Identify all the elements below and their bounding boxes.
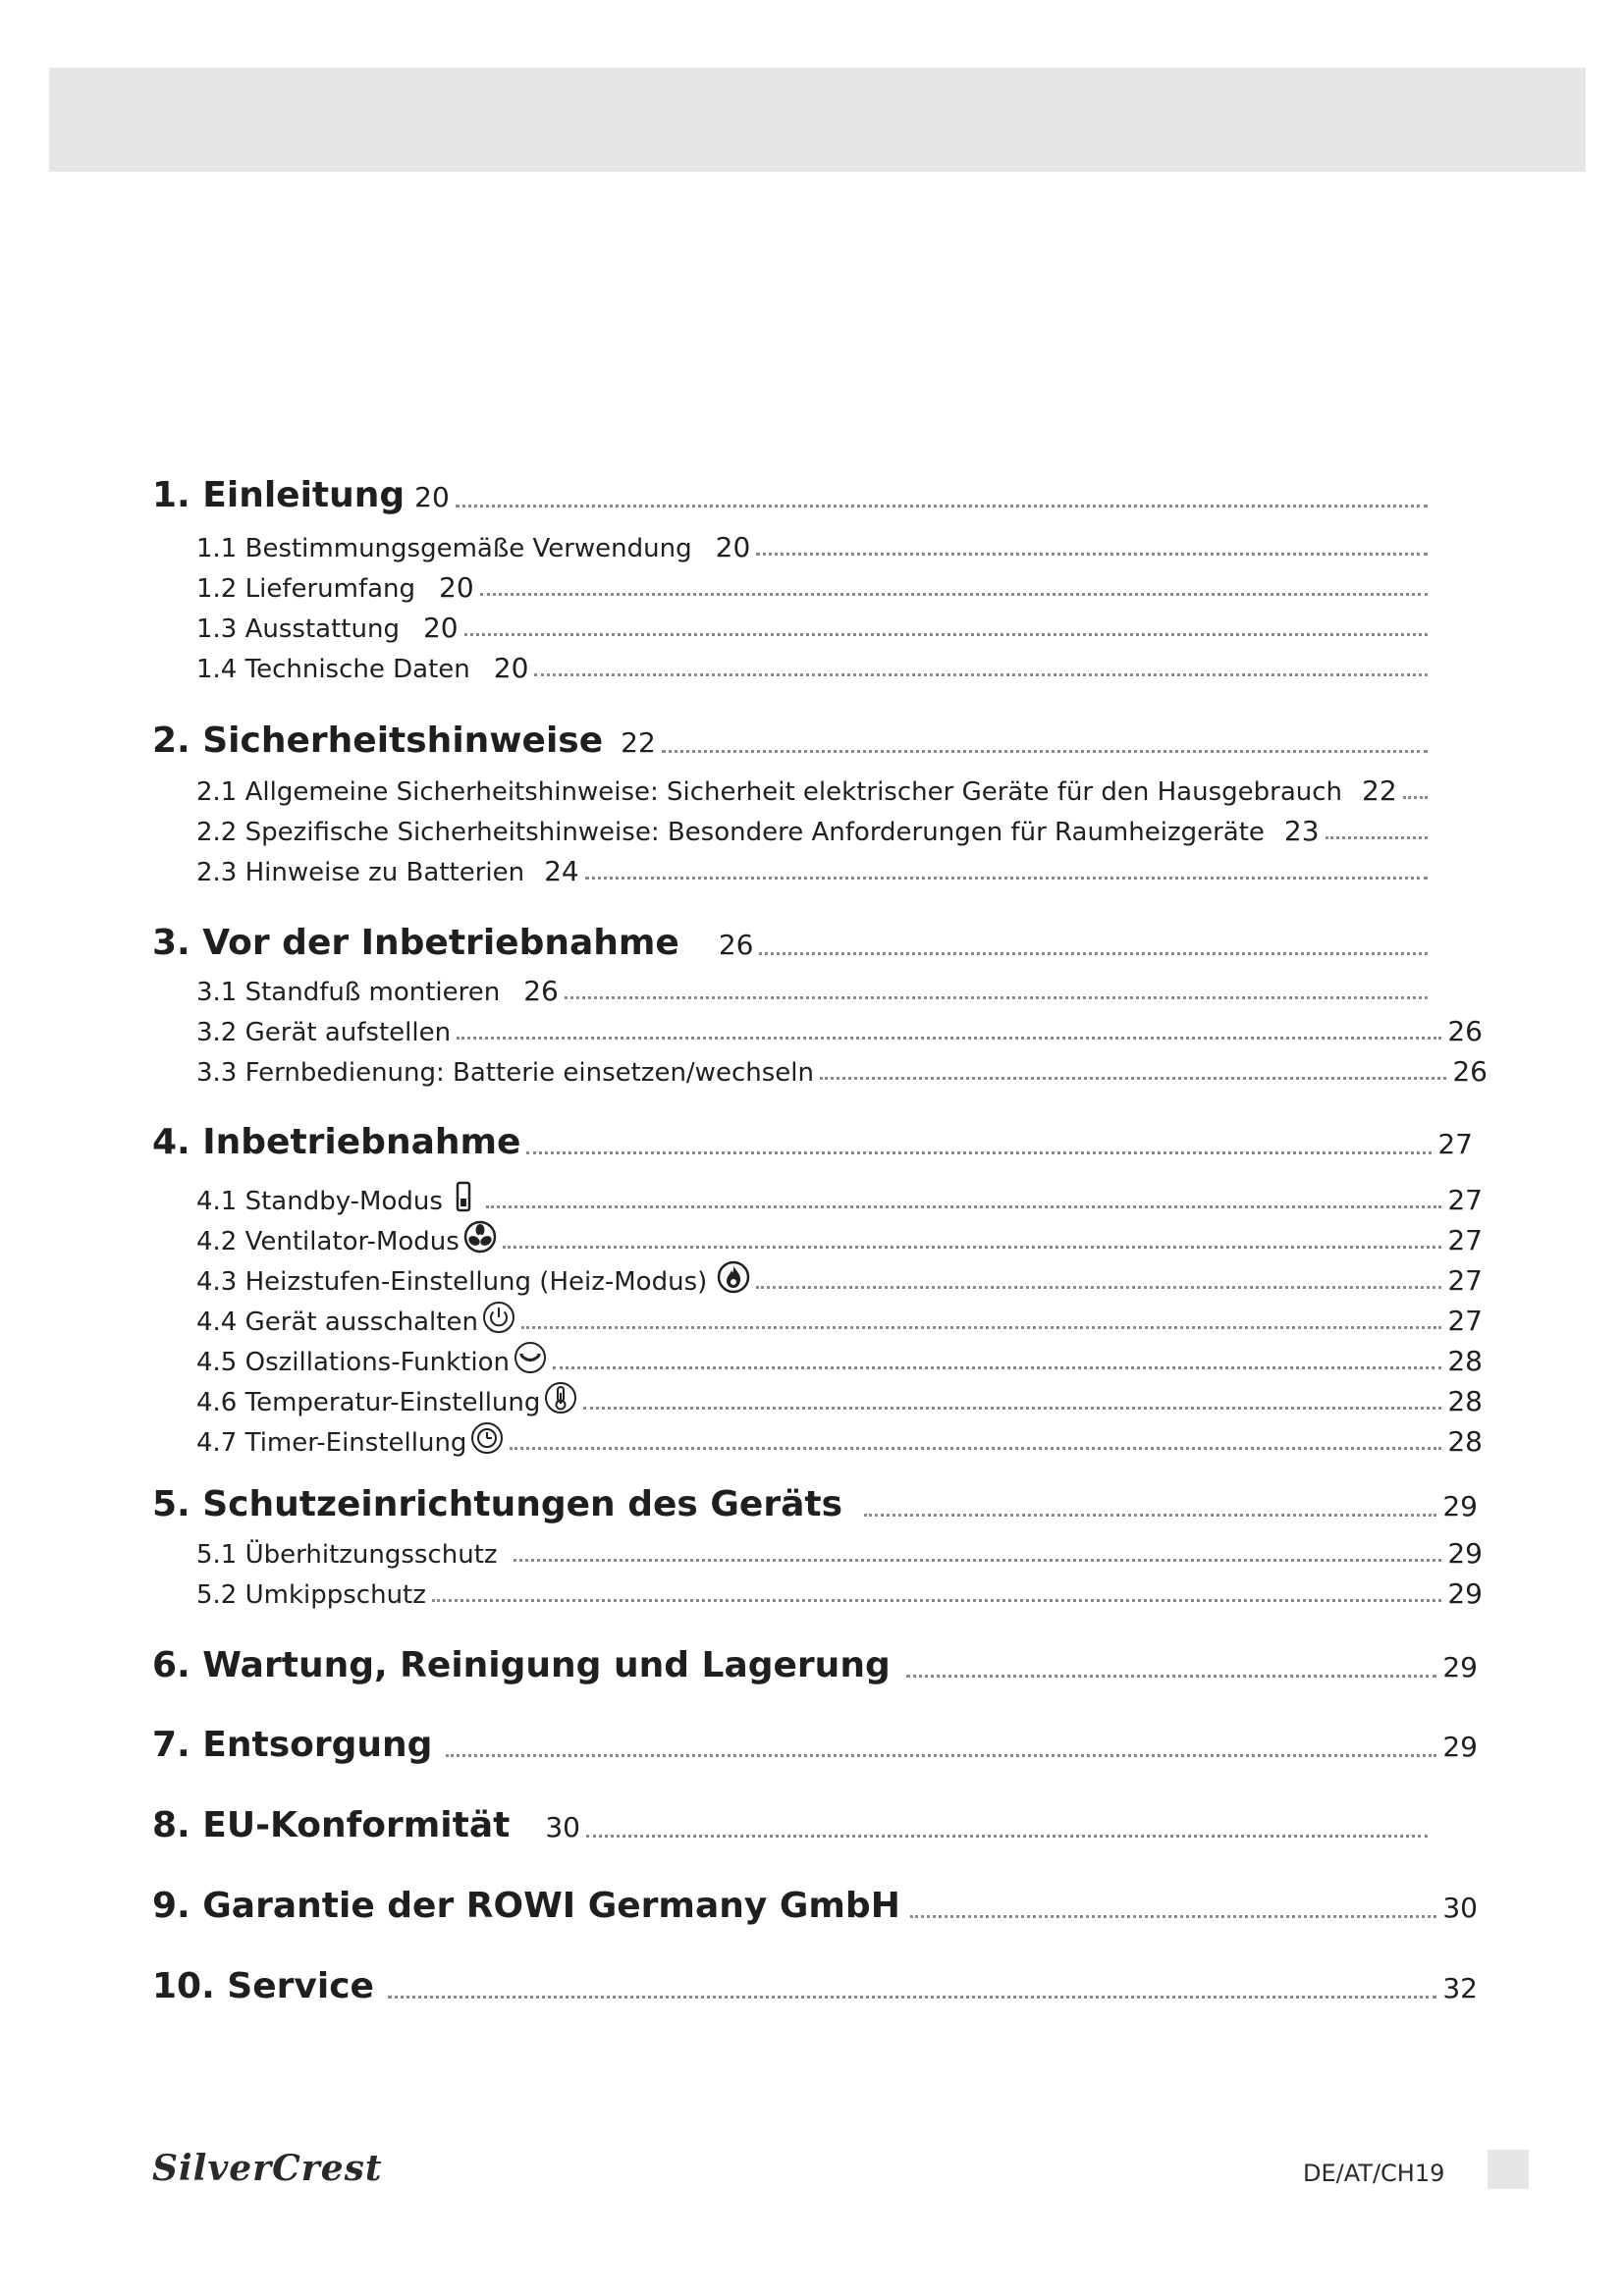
dot-leader	[565, 996, 1428, 999]
toc-entry-page: 23	[1283, 815, 1320, 847]
toc-entry-page: 20	[414, 481, 450, 513]
toc-entry-1-1[interactable]	[196, 531, 1434, 563]
toc-entry-3-1[interactable]	[196, 975, 1434, 1007]
dot-leader	[910, 1915, 1437, 1918]
toc-entry-3-3[interactable]	[196, 1055, 1488, 1088]
thermometer-icon	[544, 1381, 577, 1415]
toc-entry-page: 27	[1447, 1224, 1483, 1256]
toc-entry-page: 20	[715, 531, 751, 563]
toc-entry-2-1[interactable]	[196, 774, 1434, 807]
dot-leader	[756, 1286, 1441, 1289]
toc-entry-title: 3.1 Standfuß montieren	[196, 978, 501, 1007]
toc-entry-title: 10. Service	[152, 1966, 374, 2006]
dot-leader	[503, 1246, 1442, 1249]
toc-entry-page: 29	[1442, 1651, 1478, 1683]
toc-entry-4-5[interactable]	[196, 1337, 1483, 1377]
dot-leader	[510, 1447, 1441, 1450]
dot-leader	[759, 952, 1428, 955]
dot-leader	[514, 1559, 1442, 1562]
toc-entry-4-4[interactable]	[196, 1297, 1483, 1337]
toc-entry-page: 27	[1447, 1264, 1483, 1297]
toc-entry-8[interactable]	[152, 1805, 1434, 1845]
toc-entry-page: 27	[1437, 1128, 1473, 1160]
toc-entry-3[interactable]	[152, 923, 1434, 963]
toc-entry-title: 4.1 Standby-Modus	[196, 1187, 443, 1216]
toc-entry-title: 5.1 Überhitzungsschutz	[196, 1540, 498, 1570]
toc-entry-title: 4.7 Timer-Einstellung	[196, 1428, 467, 1458]
toc-entry-page: 22	[621, 726, 656, 759]
toc-entry-9[interactable]	[152, 1886, 1478, 1926]
toc-entry-2-3[interactable]	[196, 855, 1434, 887]
toc-entry-title: 3. Vor der Inbetriebnahme	[152, 923, 679, 963]
toc-entry-title: 5.2 Umkippschutz	[196, 1580, 426, 1610]
toc-entry-1-3[interactable]	[196, 612, 1434, 644]
toc-entry-page: 26	[523, 975, 559, 1007]
toc-entry-title: 4.4 Gerät ausschalten	[196, 1308, 478, 1337]
dot-leader	[446, 1754, 1436, 1757]
toc-entry-title: 5. Schutzeinrichtungen des Geräts	[152, 1484, 843, 1524]
toc-entry-page: 28	[1447, 1345, 1483, 1377]
toc-entry-1[interactable]	[152, 475, 1434, 515]
dot-leader	[464, 633, 1428, 636]
toc-entry-10[interactable]	[152, 1966, 1478, 2006]
toc-entry-page: 29	[1442, 1490, 1478, 1522]
toc-entry-title: 6. Wartung, Reinigung und Lagerung	[152, 1645, 891, 1685]
toc-entry-4-6[interactable]	[196, 1377, 1483, 1417]
toc-entry-title: 1.3 Ausstattung	[196, 614, 400, 644]
toc-entry-page: 22	[1362, 774, 1397, 807]
dot-leader	[432, 1599, 1441, 1602]
toc-entry-title: 3.2 Gerät aufstellen	[196, 1018, 452, 1047]
toc-entry-title: 4.3 Heizstufen-Einstellung (Heiz-Modus)	[196, 1267, 708, 1297]
dot-leader	[457, 1037, 1441, 1040]
toc-entry-title: 4. Inbetriebnahme	[152, 1122, 521, 1162]
toc-entry-page: 26	[718, 929, 754, 961]
toc-entry-page: 26	[1447, 1015, 1483, 1047]
dot-leader	[1403, 796, 1428, 799]
toc-entry-1-2[interactable]	[196, 571, 1434, 604]
toc-entry-page: 20	[493, 652, 529, 684]
toc-entry-3-2[interactable]	[196, 1015, 1483, 1047]
toc-entry-7[interactable]	[152, 1725, 1478, 1765]
dot-leader	[1326, 836, 1428, 839]
toc-entry-page: 24	[544, 855, 579, 887]
toc-entry-4[interactable]	[152, 1122, 1473, 1162]
dot-leader	[486, 1205, 1441, 1208]
brand-logo: SilverCrest	[152, 2148, 383, 2189]
toc-entry-5-2[interactable]	[196, 1577, 1483, 1610]
dot-leader	[906, 1675, 1437, 1678]
timer-icon	[470, 1421, 504, 1455]
toc-entry-4-7[interactable]	[196, 1417, 1483, 1458]
dot-leader	[526, 1151, 1432, 1154]
toc-entry-page: 20	[439, 571, 474, 604]
dot-leader	[586, 1835, 1428, 1838]
dot-leader	[756, 553, 1428, 556]
toc-entry-title: 4.2 Ventilator-Modus	[196, 1227, 460, 1256]
toc-entry-page: 30	[1442, 1892, 1478, 1924]
toc-entry-2-2[interactable]	[196, 815, 1434, 847]
dot-leader	[388, 1996, 1436, 1999]
toc-entry-page: 20	[422, 612, 459, 644]
toc-entry-page: 30	[545, 1811, 580, 1843]
dot-leader	[864, 1514, 1436, 1517]
toc-entry-4-1[interactable]	[196, 1176, 1483, 1216]
toc-entry-page: 29	[1442, 1731, 1478, 1763]
standby-icon	[447, 1180, 480, 1213]
dot-leader	[480, 593, 1428, 596]
toc-entry-title: 2.3 Hinweise zu Batterien	[196, 858, 525, 887]
toc-entry-page: 27	[1447, 1305, 1483, 1337]
dot-leader	[456, 505, 1428, 507]
toc-entry-5-1[interactable]	[196, 1537, 1483, 1570]
toc-entry-title: 9. Garantie der ROWI Germany GmbH	[152, 1886, 900, 1926]
dot-leader	[820, 1077, 1446, 1080]
power-icon	[482, 1301, 515, 1334]
footer-region-page: DE/AT/CH19	[1303, 2160, 1445, 2187]
flame-icon	[717, 1260, 750, 1294]
dot-leader	[534, 673, 1428, 676]
page-marker-box	[1488, 2150, 1529, 2189]
toc-entry-title: 2.1 Allgemeine Sicherheitshinweise: Sicherheit elektrischer Geräte für den Hausgebrauch	[196, 777, 1343, 807]
toc-entry-title: 2. Sicherheitshinweise	[152, 721, 604, 761]
toc-entry-1-4[interactable]	[196, 652, 1434, 684]
dot-leader	[662, 750, 1428, 753]
toc-entry-page: 28	[1447, 1425, 1483, 1458]
oscillation-icon	[514, 1341, 547, 1374]
dot-leader	[553, 1366, 1441, 1369]
toc-entry-title: 4.5 Oszillations-Funktion	[196, 1348, 510, 1377]
fan-icon	[463, 1220, 497, 1254]
toc-entry-title: 7. Entsorgung	[152, 1725, 433, 1765]
toc-entry-6[interactable]	[152, 1645, 1478, 1685]
toc-entry-page: 26	[1452, 1055, 1488, 1088]
dot-leader	[585, 877, 1428, 880]
toc-entry-4-2[interactable]	[196, 1216, 1483, 1256]
toc-entry-title: 1.4 Technische Daten	[196, 655, 470, 684]
toc-entry-title: 1. Einleitung	[152, 475, 406, 515]
toc-entry-title: 1.2 Lieferumfang	[196, 574, 416, 604]
toc-entry-title: 1.1 Bestimmungsgemäße Verwendung	[196, 534, 692, 563]
toc-entry-title: 3.3 Fernbedienung: Batterie einsetzen/wechseln	[196, 1058, 814, 1088]
toc-entry-page: 27	[1447, 1184, 1483, 1216]
toc-entry-5[interactable]	[152, 1484, 1478, 1524]
dot-leader	[521, 1326, 1441, 1329]
toc-entry-title: 4.6 Temperatur-Einstellung	[196, 1388, 541, 1417]
toc-entry-page: 29	[1447, 1577, 1483, 1610]
toc-entry-4-3[interactable]	[196, 1256, 1483, 1297]
toc-entry-page: 28	[1447, 1385, 1483, 1417]
toc-entry-title: 2.2 Spezifische Sicherheitshinweise: Besondere Anforderungen für Raumheizgeräte	[196, 818, 1265, 847]
toc-entry-title: 8. EU-Konformität	[152, 1805, 511, 1845]
dot-leader	[583, 1407, 1441, 1410]
toc-entry-page: 32	[1442, 1972, 1478, 2004]
toc-entry-2[interactable]	[152, 721, 1434, 761]
toc-entry-page: 29	[1447, 1537, 1483, 1570]
